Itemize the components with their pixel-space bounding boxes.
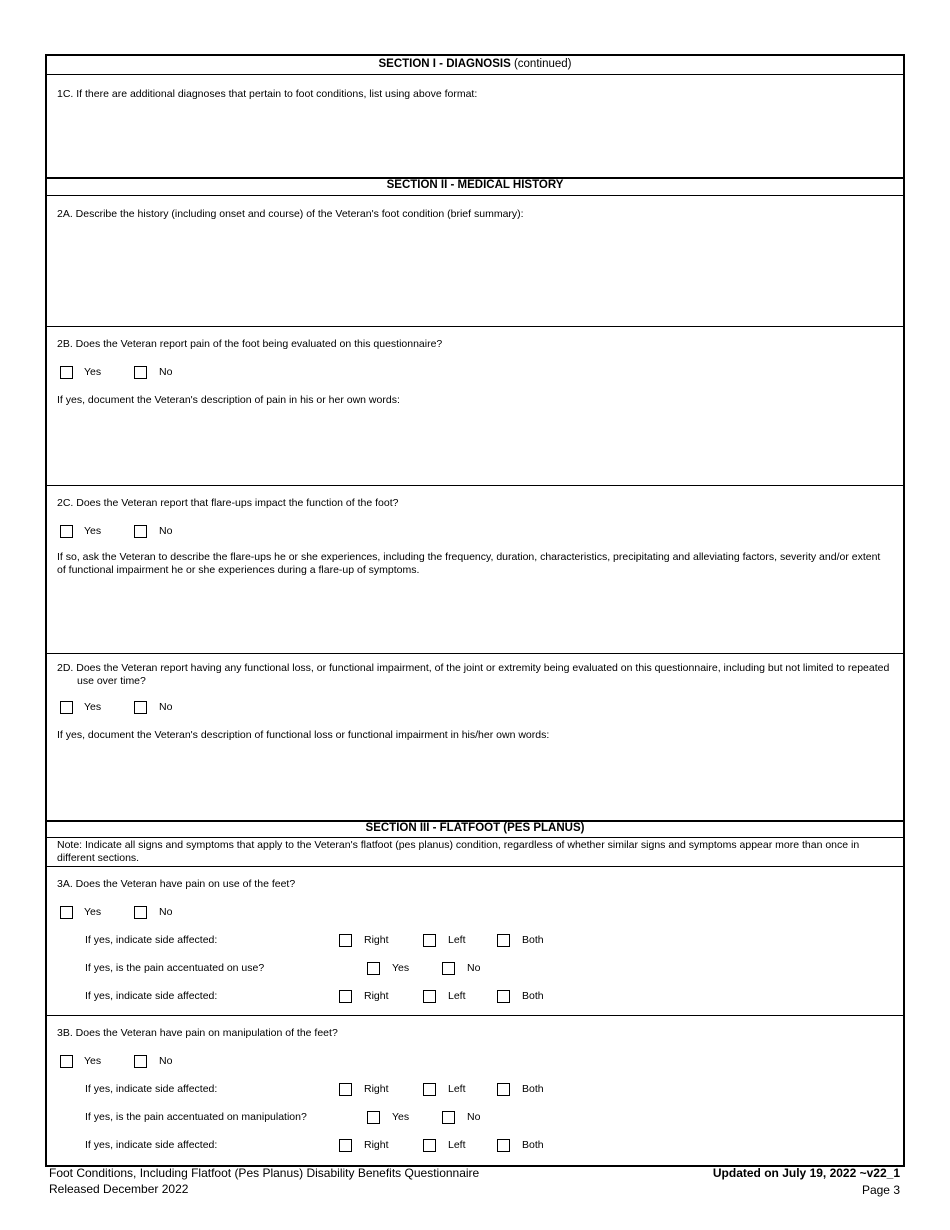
q2d-yes-label: Yes bbox=[84, 701, 102, 713]
question-2c: 2C. Does the Veteran report that flare-ups impact the function of the foot? bbox=[57, 497, 399, 509]
dbq-form bbox=[45, 54, 905, 1167]
q2b-no-label: No bbox=[159, 366, 173, 378]
section-3-title: SECTION III - FLATFOOT (PES PLANUS) bbox=[365, 822, 585, 834]
q3a-side2-left-checkbox[interactable] bbox=[423, 990, 436, 1003]
q3a-no-checkbox[interactable] bbox=[134, 906, 147, 919]
q3b-accent-yes-label: Yes bbox=[392, 1111, 410, 1123]
footer-released: Released December 2022 bbox=[49, 1182, 189, 1196]
q2d-no-checkbox[interactable] bbox=[134, 701, 147, 714]
question-1c: 1C. If there are additional diagnoses that pertain to foot conditions, list using above format: bbox=[57, 88, 478, 100]
q3b-accent-yes-checkbox[interactable] bbox=[367, 1111, 380, 1124]
q3b-left-label: Left bbox=[448, 1083, 466, 1095]
footer-updated: Updated on July 19, 2022 ~v22_1 bbox=[712, 1166, 900, 1180]
q3a-yes-label: Yes bbox=[84, 906, 102, 918]
q3b-right-checkbox[interactable] bbox=[339, 1083, 352, 1096]
q2c-no-checkbox[interactable] bbox=[134, 525, 147, 538]
q3a-side2-right-checkbox[interactable] bbox=[339, 990, 352, 1003]
q2d-yes-checkbox[interactable] bbox=[60, 701, 73, 714]
q3a-side2-both-label: Both bbox=[522, 990, 544, 1002]
q2d-no-label: No bbox=[159, 701, 173, 713]
q3a-right-checkbox[interactable] bbox=[339, 934, 352, 947]
q3a-side2-both-checkbox[interactable] bbox=[497, 990, 510, 1003]
q3b-accent-no-label: No bbox=[467, 1111, 481, 1123]
q3b-both-checkbox[interactable] bbox=[497, 1083, 510, 1096]
q3b-side2-both-checkbox[interactable] bbox=[497, 1139, 510, 1152]
q3a-accent-yes-label: Yes bbox=[392, 962, 410, 974]
q3b-both-label: Both bbox=[522, 1083, 544, 1095]
question-2a: 2A. Describe the history (including onset and course) of the Veteran's foot condition (brief summary): bbox=[57, 208, 524, 220]
question-3a: 3A. Does the Veteran have pain on use of the feet? bbox=[57, 878, 296, 890]
q3a-side2-right-label: Right bbox=[364, 990, 389, 1002]
q3b-side-question: If yes, indicate side affected: bbox=[85, 1083, 218, 1095]
question-2d-followup: If yes, document the Veteran's description of functional loss or functional impairment in his/her own words: bbox=[57, 729, 550, 741]
q3b-side2-right-checkbox[interactable] bbox=[339, 1139, 352, 1152]
footer-page-number: Page 3 bbox=[861, 1183, 900, 1197]
q2c-yes-label: Yes bbox=[84, 525, 102, 537]
section-1-continued: (continued) bbox=[513, 58, 572, 70]
divider bbox=[47, 326, 903, 327]
q3a-side2-left-label: Left bbox=[448, 990, 466, 1002]
q3a-accent-yes-checkbox[interactable] bbox=[367, 962, 380, 975]
q3b-side2-left-checkbox[interactable] bbox=[423, 1139, 436, 1152]
q3a-accent-no-label: No bbox=[467, 962, 481, 974]
q3a-accent-no-checkbox[interactable] bbox=[442, 962, 455, 975]
q3a-yes-checkbox[interactable] bbox=[60, 906, 73, 919]
q3b-side2-right-label: Right bbox=[364, 1139, 389, 1151]
question-2d: 2D. Does the Veteran report having any functional loss, or functional impairment, of the joint or extremity being evaluated on this questionnaire, including but not limited to repeated use over time? bbox=[57, 662, 890, 687]
question-2b-followup: If yes, document the Veteran's description of pain in his or her own words: bbox=[57, 394, 400, 406]
q3a-side-question: If yes, indicate side affected: bbox=[85, 934, 218, 946]
footer-form-title: Foot Conditions, Including Flatfoot (Pes Planus) Disability Benefits Questionnaire bbox=[49, 1166, 480, 1180]
q2c-yes-checkbox[interactable] bbox=[60, 525, 73, 538]
divider bbox=[47, 485, 903, 486]
divider bbox=[47, 653, 903, 654]
section-1-header bbox=[47, 58, 903, 70]
q3a-both-label: Both bbox=[522, 934, 544, 946]
q2b-yes-label: Yes bbox=[84, 366, 102, 378]
section-1-title: SECTION I - DIAGNOSIS bbox=[378, 58, 511, 70]
q3a-right-label: Right bbox=[364, 934, 389, 946]
q3a-no-label: No bbox=[159, 906, 173, 918]
q3a-left-checkbox[interactable] bbox=[423, 934, 436, 947]
q3b-side2-both-label: Both bbox=[522, 1139, 544, 1151]
q3b-no-label: No bbox=[159, 1055, 173, 1067]
divider bbox=[47, 837, 903, 838]
divider bbox=[47, 1015, 903, 1016]
q3b-accent-question: If yes, is the pain accentuated on manipulation? bbox=[85, 1111, 307, 1123]
question-3b: 3B. Does the Veteran have pain on manipulation of the feet? bbox=[57, 1027, 338, 1039]
q3b-yes-label: Yes bbox=[84, 1055, 102, 1067]
q3b-no-checkbox[interactable] bbox=[134, 1055, 147, 1068]
q3b-accent-no-checkbox[interactable] bbox=[442, 1111, 455, 1124]
section-2-title: SECTION II - MEDICAL HISTORY bbox=[386, 179, 564, 191]
q2b-yes-checkbox[interactable] bbox=[60, 366, 73, 379]
q3a-accent-question: If yes, is the pain accentuated on use? bbox=[85, 962, 265, 974]
q3b-left-checkbox[interactable] bbox=[423, 1083, 436, 1096]
divider bbox=[47, 866, 903, 867]
q2c-no-label: No bbox=[159, 525, 173, 537]
q3a-both-checkbox[interactable] bbox=[497, 934, 510, 947]
question-2b: 2B. Does the Veteran report pain of the foot being evaluated on this questionnaire? bbox=[57, 338, 443, 350]
divider bbox=[47, 195, 903, 196]
q3b-right-label: Right bbox=[364, 1083, 389, 1095]
q3b-side2-question: If yes, indicate side affected: bbox=[85, 1139, 218, 1151]
q2b-no-checkbox[interactable] bbox=[134, 366, 147, 379]
q3b-yes-checkbox[interactable] bbox=[60, 1055, 73, 1068]
q3a-side2-question: If yes, indicate side affected: bbox=[85, 990, 218, 1002]
divider bbox=[47, 74, 903, 75]
q3b-side2-left-label: Left bbox=[448, 1139, 466, 1151]
q3a-left-label: Left bbox=[448, 934, 466, 946]
question-2c-followup: If so, ask the Veteran to describe the flare-ups he or she experiences, including the frequency, duration, characteristics, precipitating and alleviating factors, severity and/or extent of functional impairment he or she experiences during a flare-up of symptoms. bbox=[57, 551, 881, 576]
section-3-note: Note: Indicate all signs and symptoms that apply to the Veteran's flatfoot (pes planus) condition, regardless of whether similar signs and symptoms appear more than once in different sections. bbox=[57, 839, 860, 864]
